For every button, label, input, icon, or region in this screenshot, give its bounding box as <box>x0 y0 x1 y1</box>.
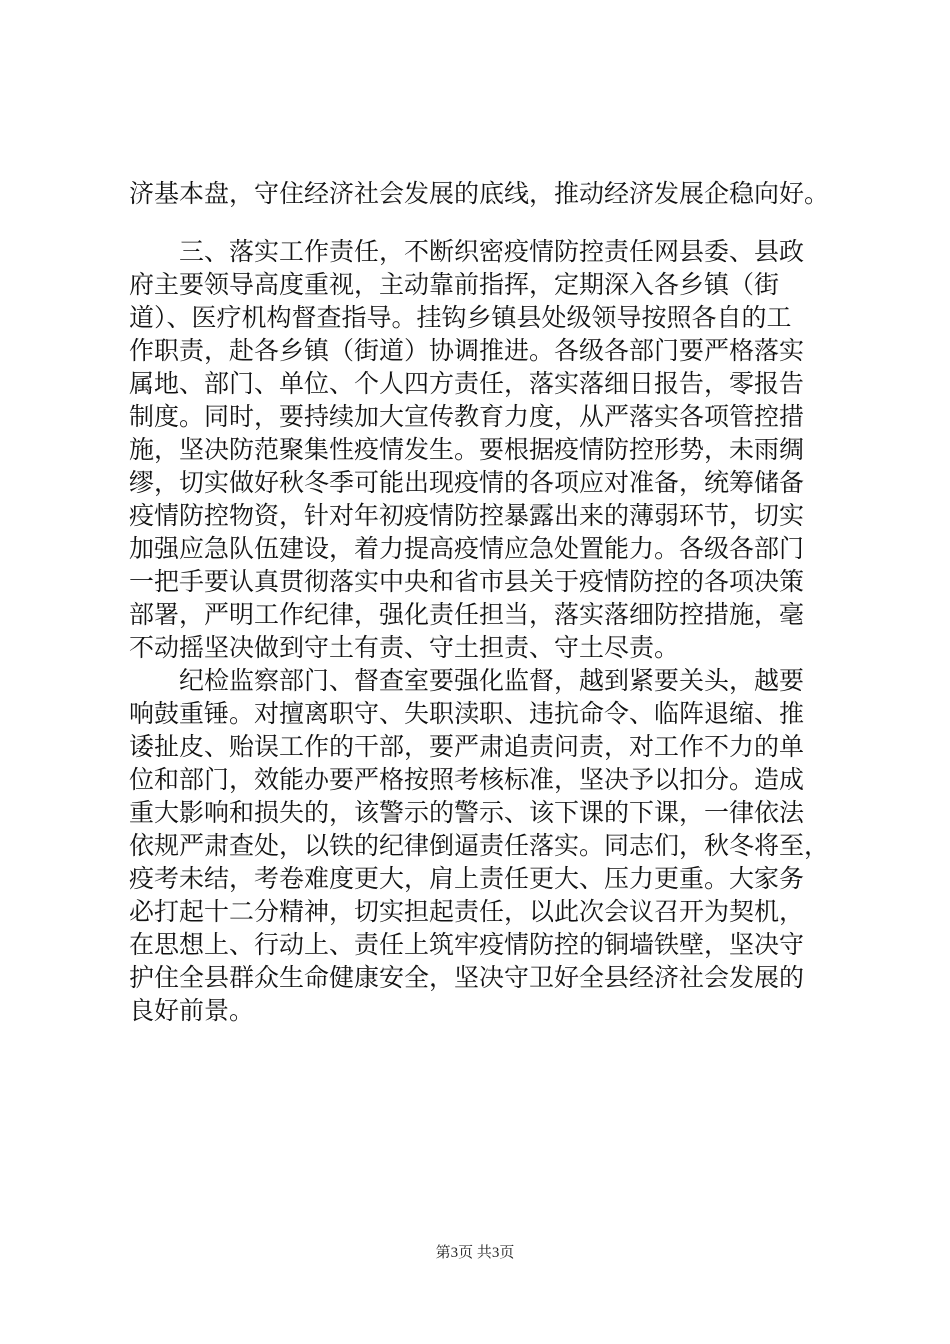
text-line: 重大影响和损失的，该警示的警示、该下课的下课，一律依法 <box>129 798 805 827</box>
text-line: 纪检监察部门、督查室要强化监督，越到紧要关头，越要 <box>129 666 805 695</box>
text-line: 部署，严明工作纪律，强化责任担当，落实落细防控措施，毫 <box>129 600 805 629</box>
text-line: 道）、医疗机构督查指导。挂钩乡镇县处级领导按照各自的工 <box>129 303 792 332</box>
text-line: 在思想上、行动上、责任上筑牢疫情防控的铜墙铁壁，坚决守 <box>129 930 805 959</box>
text-line: 制度。同时，要持续加大宣传教育力度，从严落实各项管控措 <box>129 402 805 431</box>
text-line: 良好前景。 <box>129 996 255 1025</box>
text-line: 缪，切实做好秋冬季可能出现疫情的各项应对准备，统筹储备 <box>129 468 805 497</box>
text-line: 护住全县群众生命健康安全，坚决守卫好全县经济社会发展的 <box>129 963 805 992</box>
text-line: 疫情防控物资，针对年初疫情防控暴露出来的薄弱环节，切实 <box>129 501 805 530</box>
text-line: 三、落实工作责任，不断织密疫情防控责任网县委、县政 <box>129 237 805 266</box>
text-line: 必打起十二分精神，切实担起责任，以此次会议召开为契机， <box>129 897 805 926</box>
page-number-footer: 第3页 共3页 <box>435 1245 515 1261</box>
text-line: 加强应急队伍建设，着力提高疫情应急处置能力。各级各部门 <box>129 534 805 563</box>
text-line: 府主要领导高度重视，主动靠前指挥，定期深入各乡镇（街 <box>129 270 780 299</box>
text-line: 作职责，赴各乡镇（街道）协调推进。各级各部门要严格落实 <box>129 336 805 365</box>
text-line: 施，坚决防范聚集性疫情发生。要根据疫情防控形势，未雨绸 <box>129 435 805 464</box>
text-line: 位和部门，效能办要严格按照考核标准，坚决予以扣分。造成 <box>129 765 805 794</box>
text-line: 济基本盘，守住经济社会发展的底线，推动经济发展企稳向好。 <box>129 179 830 208</box>
text-line: 属地、部门、单位、个人四方责任，落实落细日报告，零报告 <box>129 369 805 398</box>
text-line: 疫考未结，考卷难度更大，肩上责任更大、压力更重。大家务 <box>129 864 805 893</box>
text-line: 诿扯皮、贻误工作的干部，要严肃追责问责，对工作不力的单 <box>129 732 805 761</box>
text-line: 依规严肃查处，以铁的纪律倒逼责任落实。同志们，秋冬将至， <box>129 831 830 860</box>
text-line: 一把手要认真贯彻落实中央和省市县关于疫情防控的各项决策 <box>129 567 805 596</box>
text-line: 不动摇坚决做到守土有责、守土担责、守土尽责。 <box>129 633 680 662</box>
text-line: 响鼓重锤。对擅离职守、失职渎职、违抗命令、临阵退缩、推 <box>129 699 805 728</box>
